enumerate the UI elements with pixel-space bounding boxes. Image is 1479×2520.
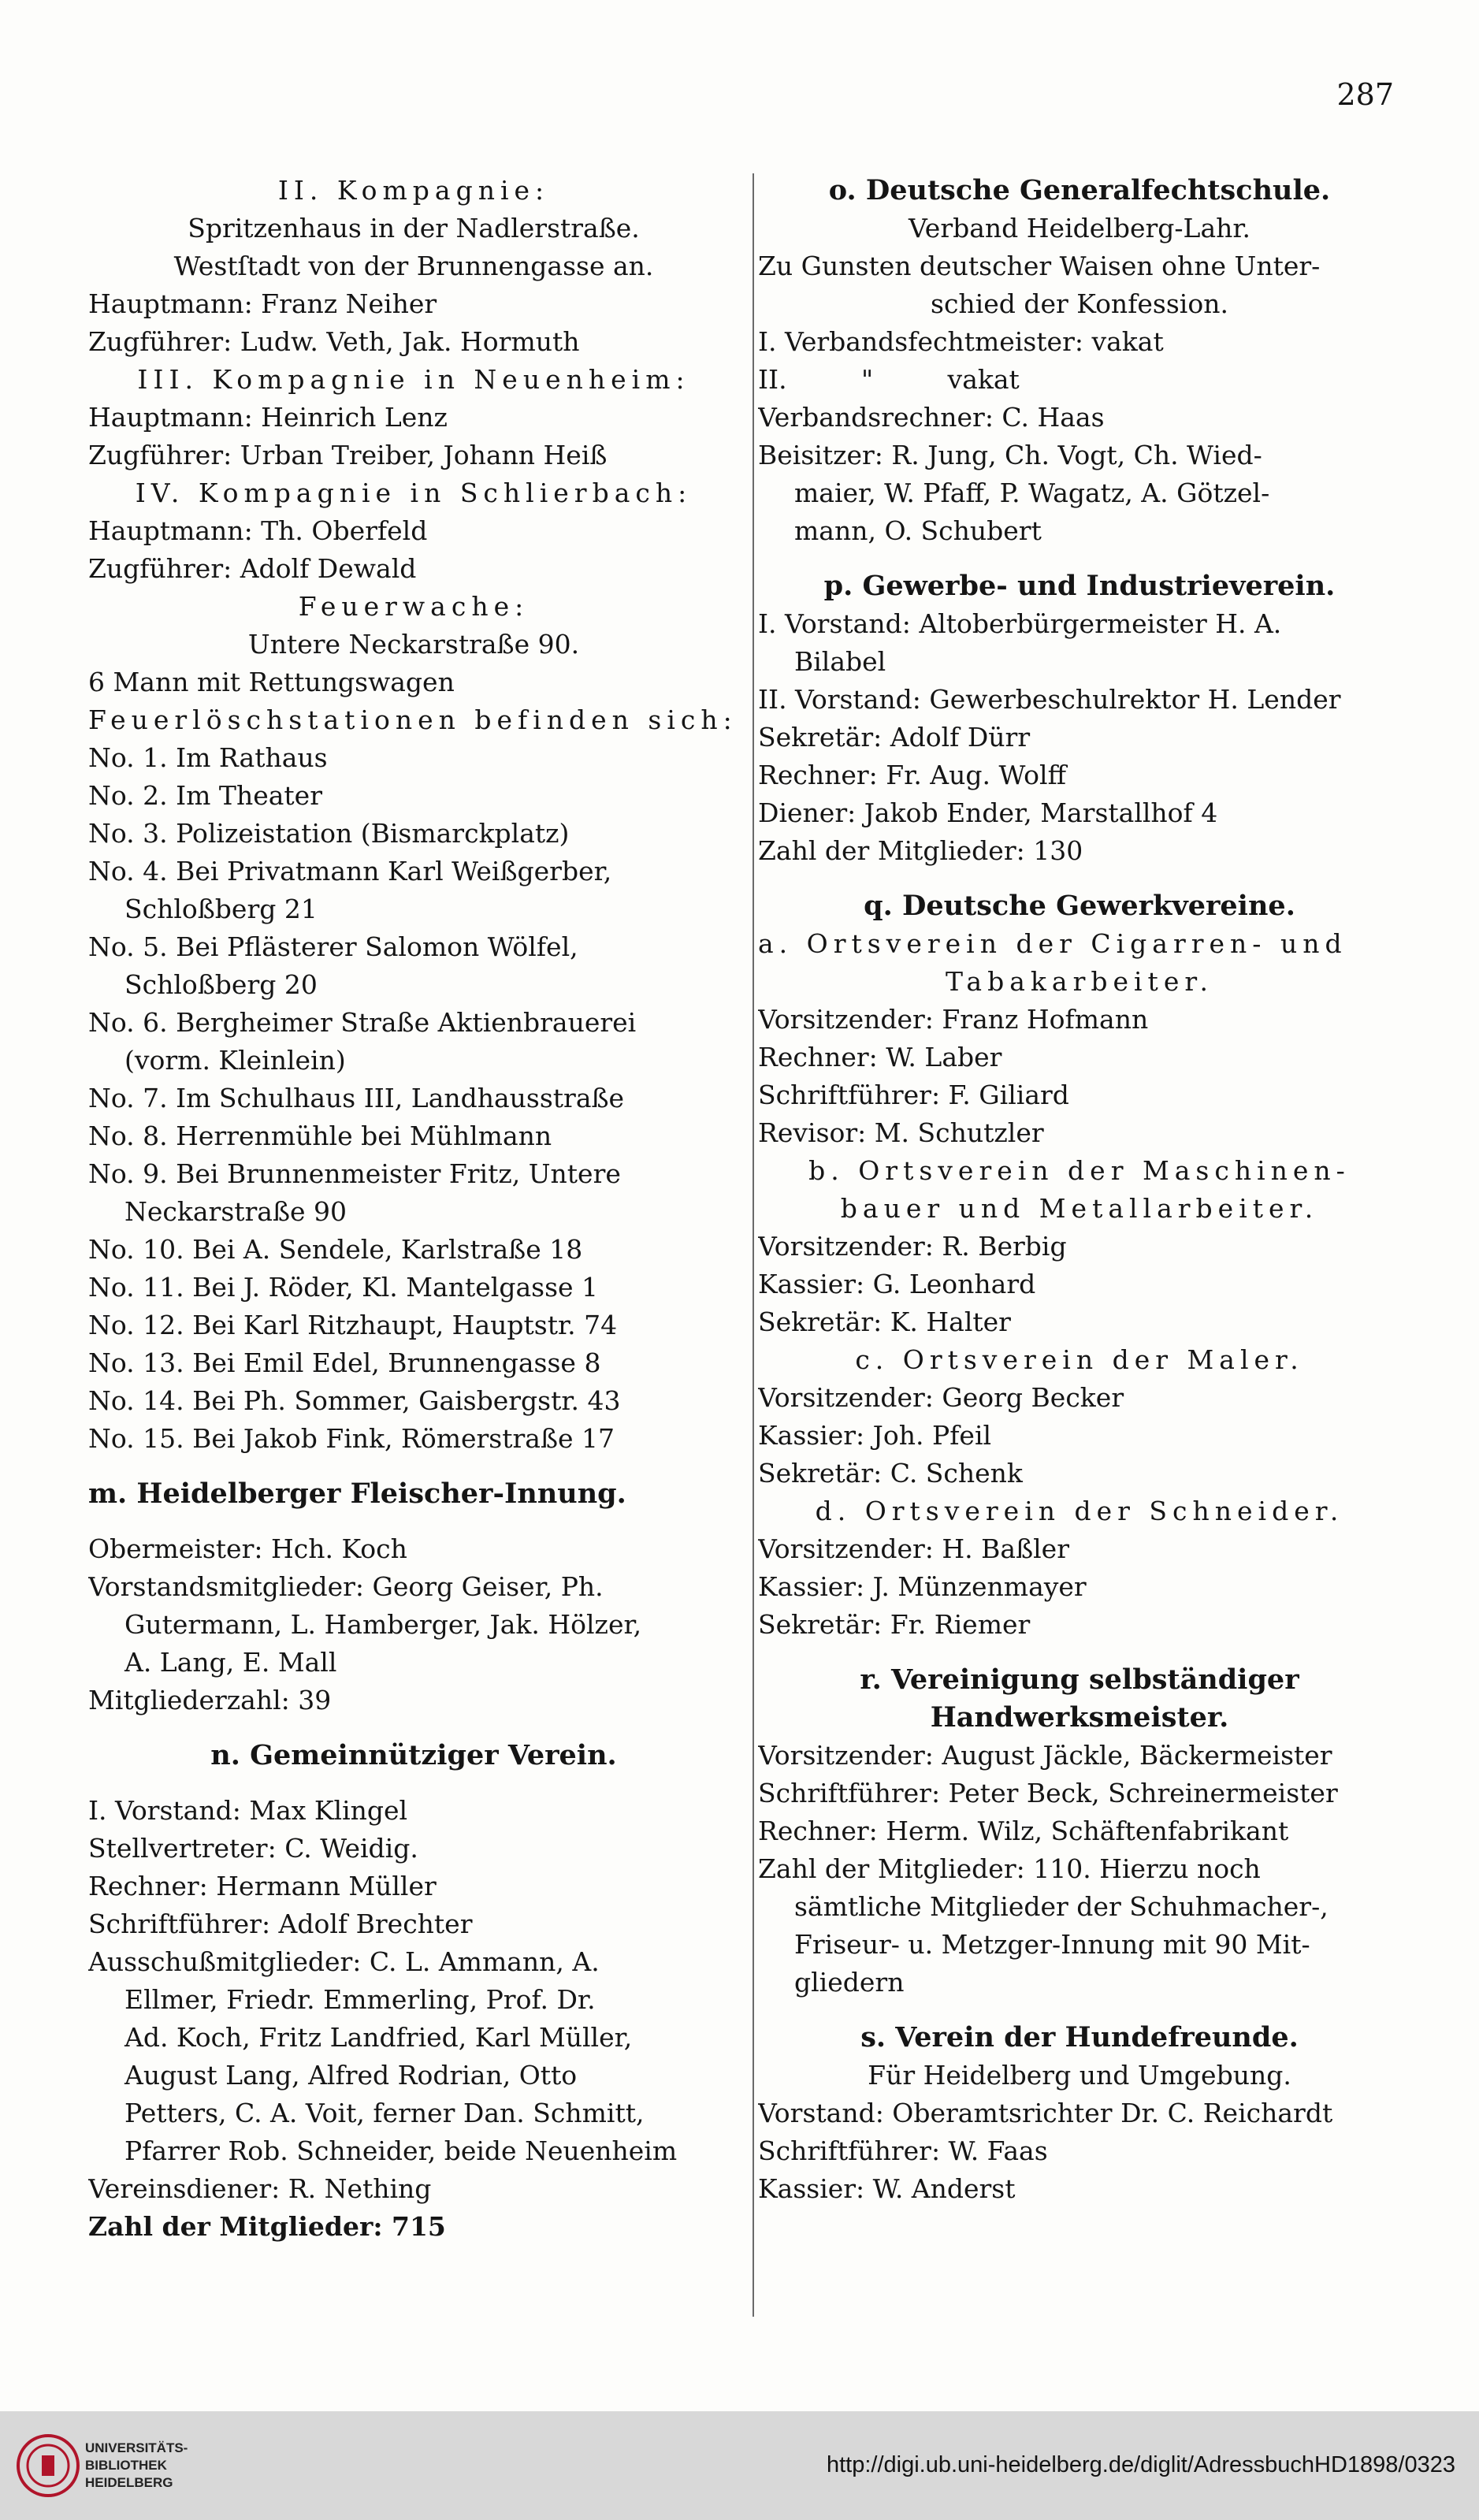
- text-line: Schriftführer: F. Giliard: [758, 1080, 1069, 1110]
- text-line: Vorsitzender: Franz Hofmann: [758, 1004, 1149, 1035]
- text-line: Kassier: Joh. Pfeil: [758, 1420, 992, 1451]
- section-title: Verein der Hundefreunde.: [895, 2021, 1299, 2054]
- section-marker: o.: [828, 174, 857, 206]
- text-line: schied der Konfession.: [931, 288, 1228, 319]
- text-line: Spritzenhaus in der Nadlerstraße.: [188, 213, 640, 243]
- text-line: sämtliche Mitglieder der Schuhmacher-,: [794, 1891, 1328, 1922]
- section-heading: Feuerlöschstationen befinden sich:: [88, 704, 738, 735]
- text-line: Rechner: W. Laber: [758, 1042, 1002, 1072]
- section-heading: IV. Kompagnie in Schlierbach:: [135, 478, 693, 508]
- text-line: Bilabel: [794, 646, 886, 677]
- text-line: Ellmer, Friedr. Emmerling, Prof. Dr.: [124, 1984, 596, 2015]
- text-line: Sekretär: Adolf Dürr: [758, 722, 1031, 753]
- library-name-line: UNIVERSITÄTS-: [85, 2440, 188, 2455]
- library-name-line: BIBLIOTHEK: [85, 2458, 167, 2473]
- section-title: Gemeinnütziger Verein.: [250, 1739, 617, 1771]
- text-line: Zahl der Mitglieder: 715: [88, 2211, 446, 2242]
- text-line: Sekretär: K. Halter: [758, 1306, 1011, 1337]
- text-line: Petters, C. A. Voit, ferner Dan. Schmitt,: [124, 2098, 645, 2128]
- station-item: Neckarstraße 90: [124, 1196, 347, 1227]
- text-line: Westſtadt von der Brunnengasse an.: [173, 251, 654, 281]
- station-item: No. 4. Bei Privatmann Karl Weißgerber,: [88, 856, 612, 886]
- station-item: No. 10. Bei A. Sendele, Karlstraße 18: [88, 1234, 583, 1265]
- station-item: (vorm. Kleinlein): [124, 1045, 346, 1076]
- station-item: No. 15. Bei Jakob Fink, Römerstraße 17: [88, 1423, 615, 1454]
- station-item: No. 12. Bei Karl Ritzhaupt, Hauptstr. 74: [88, 1310, 618, 1340]
- section-title: Vereinigung selbständiger: [890, 1663, 1299, 1696]
- column-divider: [753, 173, 754, 2317]
- text-line: Sekretär: Fr. Riemer: [758, 1609, 1031, 1640]
- station-item: Schloßberg 20: [124, 969, 318, 1000]
- text-line: Kassier: J. Münzenmayer: [758, 1571, 1087, 1602]
- permalink-url[interactable]: http://digi.ub.uni-heidelberg.de/diglit/AdressbuchHD1898/0323: [826, 2452, 1455, 2477]
- text-line: Zahl der Mitglieder: 130: [758, 835, 1083, 866]
- text-line: Rechner: Herm. Wilz, Schäftenfabrikant: [758, 1816, 1289, 1846]
- text-line: Friseur- u. Metzger-Innung mit 90 Mit-: [794, 1929, 1310, 1960]
- section-heading: III. Kompagnie in Neuenheim:: [137, 364, 690, 395]
- text-line: Obermeister: Hch. Koch: [88, 1533, 407, 1564]
- station-item: No. 7. Im Schulhaus III, Landhausstraße: [88, 1083, 625, 1113]
- text-line: Kassier: G. Leonhard: [758, 1269, 1036, 1299]
- section-marker: p.: [823, 570, 853, 602]
- section-marker: s.: [860, 2021, 886, 2054]
- left-column: [88, 172, 739, 2246]
- viewer-footer: [0, 2411, 1479, 2520]
- text-line: Stellvertreter: C. Weidig.: [88, 1833, 418, 1864]
- section-heading: [88, 1475, 739, 1513]
- text-line: Vereinsdiener: R. Nething: [88, 2173, 432, 2204]
- text-line: Revisor: M. Schutzler: [758, 1117, 1044, 1148]
- section-heading: Feuerwache:: [298, 591, 530, 622]
- section-marker: r.: [860, 1663, 882, 1696]
- section-title: Deutsche Generalfechtschule.: [865, 174, 1331, 206]
- subsection-heading: bauer und Metallarbeiter.: [840, 1193, 1319, 1224]
- text-line: Zu Gunsten deutscher Waisen ohne Unter-: [758, 251, 1321, 281]
- text-line: August Lang, Alfred Rodrian, Otto: [124, 2060, 578, 2091]
- section-heading: [88, 1737, 739, 1775]
- text-line: I. Verbandsfechtmeister: vakat: [758, 326, 1164, 357]
- text-line: Pfarrer Rob. Schneider, beide Neuenheim: [124, 2135, 678, 2166]
- page-number: 287: [1336, 77, 1394, 112]
- station-item: No. 3. Polizeistation (Bismarckplatz): [88, 818, 570, 849]
- section-title-cont: Handwerksmeister.: [930, 1701, 1229, 1734]
- text-line: Vorstand: Oberamtsrichter Dr. C. Reichardt: [758, 2098, 1333, 2128]
- text-line: A. Lang, E. Mall: [124, 1647, 337, 1678]
- text-line: Zugführer: Ludw. Veth, Jak. Hormuth: [88, 326, 580, 357]
- subsection-heading: Tabakarbeiter.: [945, 966, 1213, 997]
- station-item: No. 13. Bei Emil Edel, Brunnengasse 8: [88, 1347, 601, 1378]
- text-line: Rechner: Hermann Müller: [88, 1871, 437, 1901]
- text-line: Verbandsrechner: C. Haas: [758, 402, 1105, 433]
- subsection-heading: b. Ortsverein der Maschinen-: [808, 1155, 1351, 1186]
- text-line: 6 Mann mit Rettungswagen: [88, 667, 455, 697]
- station-item: No. 5. Bei Pflästerer Salomon Wölfel,: [88, 931, 578, 962]
- station-item: No. 2. Im Theater: [88, 780, 322, 811]
- text-line: Vorsitzender: R. Berbig: [758, 1231, 1067, 1262]
- text-line: Vorsitzender: H. Baßler: [758, 1533, 1069, 1564]
- library-name: [85, 2440, 188, 2492]
- text-line: Ausschußmitglieder: C. L. Ammann, A.: [88, 1946, 600, 1977]
- right-column: [758, 172, 1401, 2208]
- text-line: Ad. Koch, Fritz Landfried, Karl Müller,: [124, 2022, 633, 2053]
- subsection-heading: d. Ortsverein der Schneider.: [815, 1496, 1344, 1526]
- station-item: No. 8. Herrenmühle bei Mühlmann: [88, 1121, 552, 1151]
- text-line: Schriftführer: W. Faas: [758, 2135, 1048, 2166]
- text-line: Untere Neckarstraße 90.: [247, 629, 580, 660]
- text-line: Zugführer: Adolf Dewald: [88, 553, 417, 584]
- text-line: Hauptmann: Heinrich Lenz: [88, 402, 448, 433]
- section-title: Deutsche Gewerkvereine.: [901, 890, 1295, 922]
- text-line: mann, O. Schubert: [794, 515, 1042, 546]
- text-line: Zugführer: Urban Treiber, Johann Heiß: [88, 440, 608, 470]
- text-line: Hauptmann: Th. Oberfeld: [88, 515, 428, 546]
- text-line: Verband Heidelberg-Lahr.: [908, 213, 1251, 243]
- text-line: Mitgliederzahl: 39: [88, 1685, 332, 1715]
- section-heading: [758, 1661, 1401, 1699]
- university-seal-icon: [16, 2433, 80, 2498]
- section-heading: [758, 2019, 1401, 2057]
- subsection-heading: c. Ortsverein der Maler.: [855, 1344, 1304, 1375]
- section-title: Gewerbe- und Industrieverein.: [862, 570, 1336, 602]
- library-name-line: HEIDELBERG: [85, 2475, 173, 2490]
- text-line: Vorsitzender: August Jäckle, Bäckermeister: [758, 1740, 1332, 1771]
- text-line: Sekretär: C. Schenk: [758, 1458, 1023, 1489]
- text-line: Gutermann, L. Hamberger, Jak. Hölzer,: [124, 1609, 642, 1640]
- text-line: Für Heidelberg und Umgebung.: [868, 2060, 1291, 2091]
- text-line: I. Vorstand: Max Klingel: [88, 1795, 408, 1826]
- text-line: Vorsitzender: Georg Becker: [758, 1382, 1124, 1413]
- text-line: Kassier: W. Anderst: [758, 2173, 1016, 2204]
- text-line: Schriftführer: Peter Beck, Schreinermeister: [758, 1778, 1338, 1808]
- station-item: No. 1. Im Rathaus: [88, 742, 328, 773]
- text-line: II. Vorstand: Gewerbeschulrektor H. Lender: [758, 684, 1341, 715]
- section-marker: m.: [88, 1477, 128, 1510]
- text-line: Beisitzer: R. Jung, Ch. Vogt, Ch. Wied-: [758, 440, 1262, 470]
- station-item: Schloßberg 21: [124, 894, 318, 924]
- section-title: Heidelberger Fleischer-Innung.: [136, 1477, 626, 1510]
- section-heading: [758, 567, 1401, 605]
- text-line: I. Vorstand: Altoberbürgermeister H. A.: [758, 608, 1282, 639]
- station-item: No. 6. Bergheimer Straße Aktienbrauerei: [88, 1007, 637, 1038]
- section-heading: [758, 887, 1401, 925]
- subsection-heading: a. Ortsverein der Cigarren- und: [758, 928, 1347, 959]
- text-line: Diener: Jakob Ender, Marstallhof 4: [758, 797, 1218, 828]
- text-line: Hauptmann: Franz Neiher: [88, 288, 437, 319]
- text-line: gliedern: [794, 1967, 905, 1998]
- text-line: II. " vakat: [758, 364, 1020, 395]
- section-marker: n.: [210, 1739, 240, 1771]
- text-line: Zahl der Mitglieder: 110. Hierzu noch: [758, 1853, 1261, 1884]
- text-line: Schriftführer: Adolf Brechter: [88, 1909, 473, 1939]
- text-line: maier, W. Pfaff, P. Wagatz, A. Götzel-: [794, 478, 1270, 508]
- text-line: Vorstandsmitglieder: Georg Geiser, Ph.: [88, 1571, 604, 1602]
- station-item: No. 11. Bei J. Röder, Kl. Mantelgasse 1: [88, 1272, 599, 1303]
- section-heading: II. Kompagnie:: [277, 175, 550, 206]
- section-marker: q.: [864, 890, 893, 922]
- section-heading: [758, 172, 1401, 210]
- station-item: No. 9. Bei Brunnenmeister Fritz, Untere: [88, 1158, 621, 1189]
- text-line: Rechner: Fr. Aug. Wolff: [758, 760, 1067, 790]
- station-item: No. 14. Bei Ph. Sommer, Gaisbergstr. 43: [88, 1385, 621, 1416]
